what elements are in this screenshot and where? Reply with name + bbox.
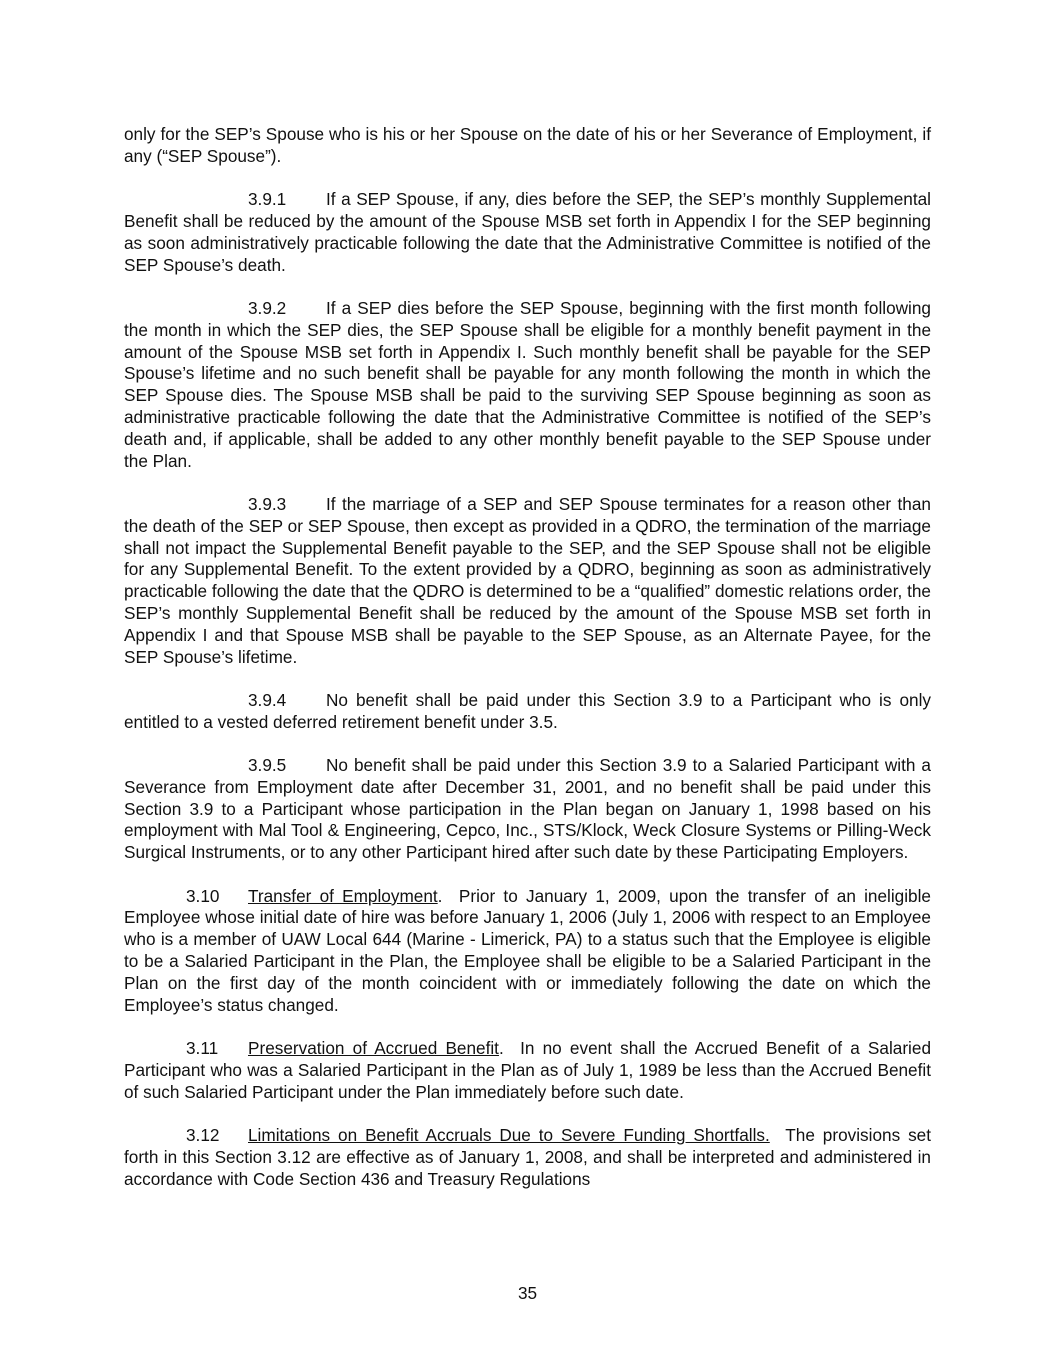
section-3-12: [124, 1125, 931, 1190]
subsection-3-9-2: [124, 298, 931, 472]
subsection-number: 3.9.1: [248, 189, 287, 210]
subsection-number: 3.9.2: [248, 297, 287, 318]
section-number: 3.11: [186, 1038, 219, 1059]
section-number: 3.12: [186, 1125, 220, 1146]
subsection-3-9-4: [124, 690, 931, 734]
subsection-number: 3.9.4: [248, 689, 287, 710]
section-3-10: [124, 886, 931, 1017]
section-text: Prior to January 1, 2009, upon the transfer of an ineligible Employee whose initial date of hire was before January 1, 2006 (July 1, 2006 with respect to an Employee who is a member of UAW Local 644 (Marine - Limerick, PA) to a status such that the Employee is eligible to be a Salaried Participant in the Plan, the Employee shall be eligible to be a Salaried Participant in the Plan on the first day of the month coincident with or immediately following the date on which the Employee’s status changed.: [124, 885, 931, 1015]
page-number: 35: [517, 1283, 538, 1303]
subsection-3-9-1: [124, 189, 931, 276]
subsection-number: 3.9.3: [248, 493, 287, 514]
subsection-text: If the marriage of a SEP and SEP Spouse terminates for a reason other than the death of the SEP or SEP Spouse, then except as provided in a QDRO, the termination of the marriage shall not impact the Supplemental Benefit payable to the SEP, and the SEP Spouse shall not be eligible for any Supplemental Benefit. To the extent provided by a QDRO, beginning as soon as administratively practicable following the date that the QDRO is determined to be a “qualified” domestic relations order, the SEP’s monthly Supplemental Benefit shall be reduced by the amount of the Spouse MSB set forth in Appendix I and that Spouse MSB shall be payable to the SEP Spouse, as an Alternate Payee, for the SEP Spouse’s lifetime.: [124, 493, 931, 667]
subsection-3-9-5: [124, 755, 931, 864]
section-text: The provisions set forth in this Section 3.12 are effective as of January 1, 2008, and shall be interpreted and administered in accordance with Code Section 436 and Treasury Regulations: [124, 1125, 931, 1189]
subsection-number: 3.9.5: [248, 755, 287, 776]
subsection-3-9-3: [124, 494, 931, 668]
document-page: [124, 124, 931, 1212]
subsection-text: If a SEP dies before the SEP Spouse, beginning with the first month following the month in which the SEP dies, the SEP Spouse shall be eligible for a monthly benefit payment in the amount of the Spouse MSB set forth in Appendix I. Such monthly benefit shall be payable for the SEP Spouse’s lifetime and no such benefit shall be payable for any month following the month in which the SEP Spouse dies. The Spouse MSB shall be paid to the surviving SEP Spouse beginning as soon as administrative practicable following the date that the Administrative Committee is notified of the SEP’s death and, if applicable, shall be added to any other monthly benefit payable to the SEP Spouse under the Plan.: [124, 297, 931, 471]
section-heading: Transfer of Employment: [248, 885, 438, 906]
section-number: 3.10: [186, 885, 220, 906]
section-heading-end: .: [437, 885, 443, 906]
section-heading: Limitations on Benefit Accruals Due to Severe Funding Shortfalls.: [248, 1125, 770, 1146]
subsection-text: No benefit shall be paid under this Section 3.9 to a Participant who is only entitled to a vested deferred retirement benefit under 3.5.: [124, 689, 931, 732]
intro-paragraph: only for the SEP’s Spouse who is his or her Spouse on the date of his or her Severance of Employment, if any (“SEP Spouse”).: [124, 124, 931, 166]
section-heading: Preservation of Accrued Benefit: [248, 1038, 499, 1059]
subsection-text: No benefit shall be paid under this Section 3.9 to a Salaried Participant with a Severance from Employment date after December 31, 2001, and no benefit shall be paid under this Section 3.9 to a Participant whose participation in the Plan began on January 1, 1998 based on his employment with Mal Tool & Engineering, Cepco, Inc., STS/Klock, Weck Closure Systems or Pilling-Weck Surgical Instruments, or to any other Participant hired after such date by these Participating Employers.: [124, 755, 931, 863]
section-heading-end: .: [498, 1038, 504, 1059]
subsection-text: If a SEP Spouse, if any, dies before the SEP, the SEP’s monthly Supplemental Benefit shall be reduced by the amount of the Spouse MSB set forth in Appendix I for the SEP beginning as soon administratively practicable following the date that the Administrative Committee is notified of the SEP Spouse’s death.: [124, 189, 931, 275]
section-3-11: [124, 1038, 931, 1103]
section-text: In no event shall the Accrued Benefit of a Salaried Participant who was a Salaried Participant in the Plan as of July 1, 1989 be less than the Accrued Benefit of such Salaried Participant under the Plan immediately before such date.: [124, 1038, 931, 1102]
